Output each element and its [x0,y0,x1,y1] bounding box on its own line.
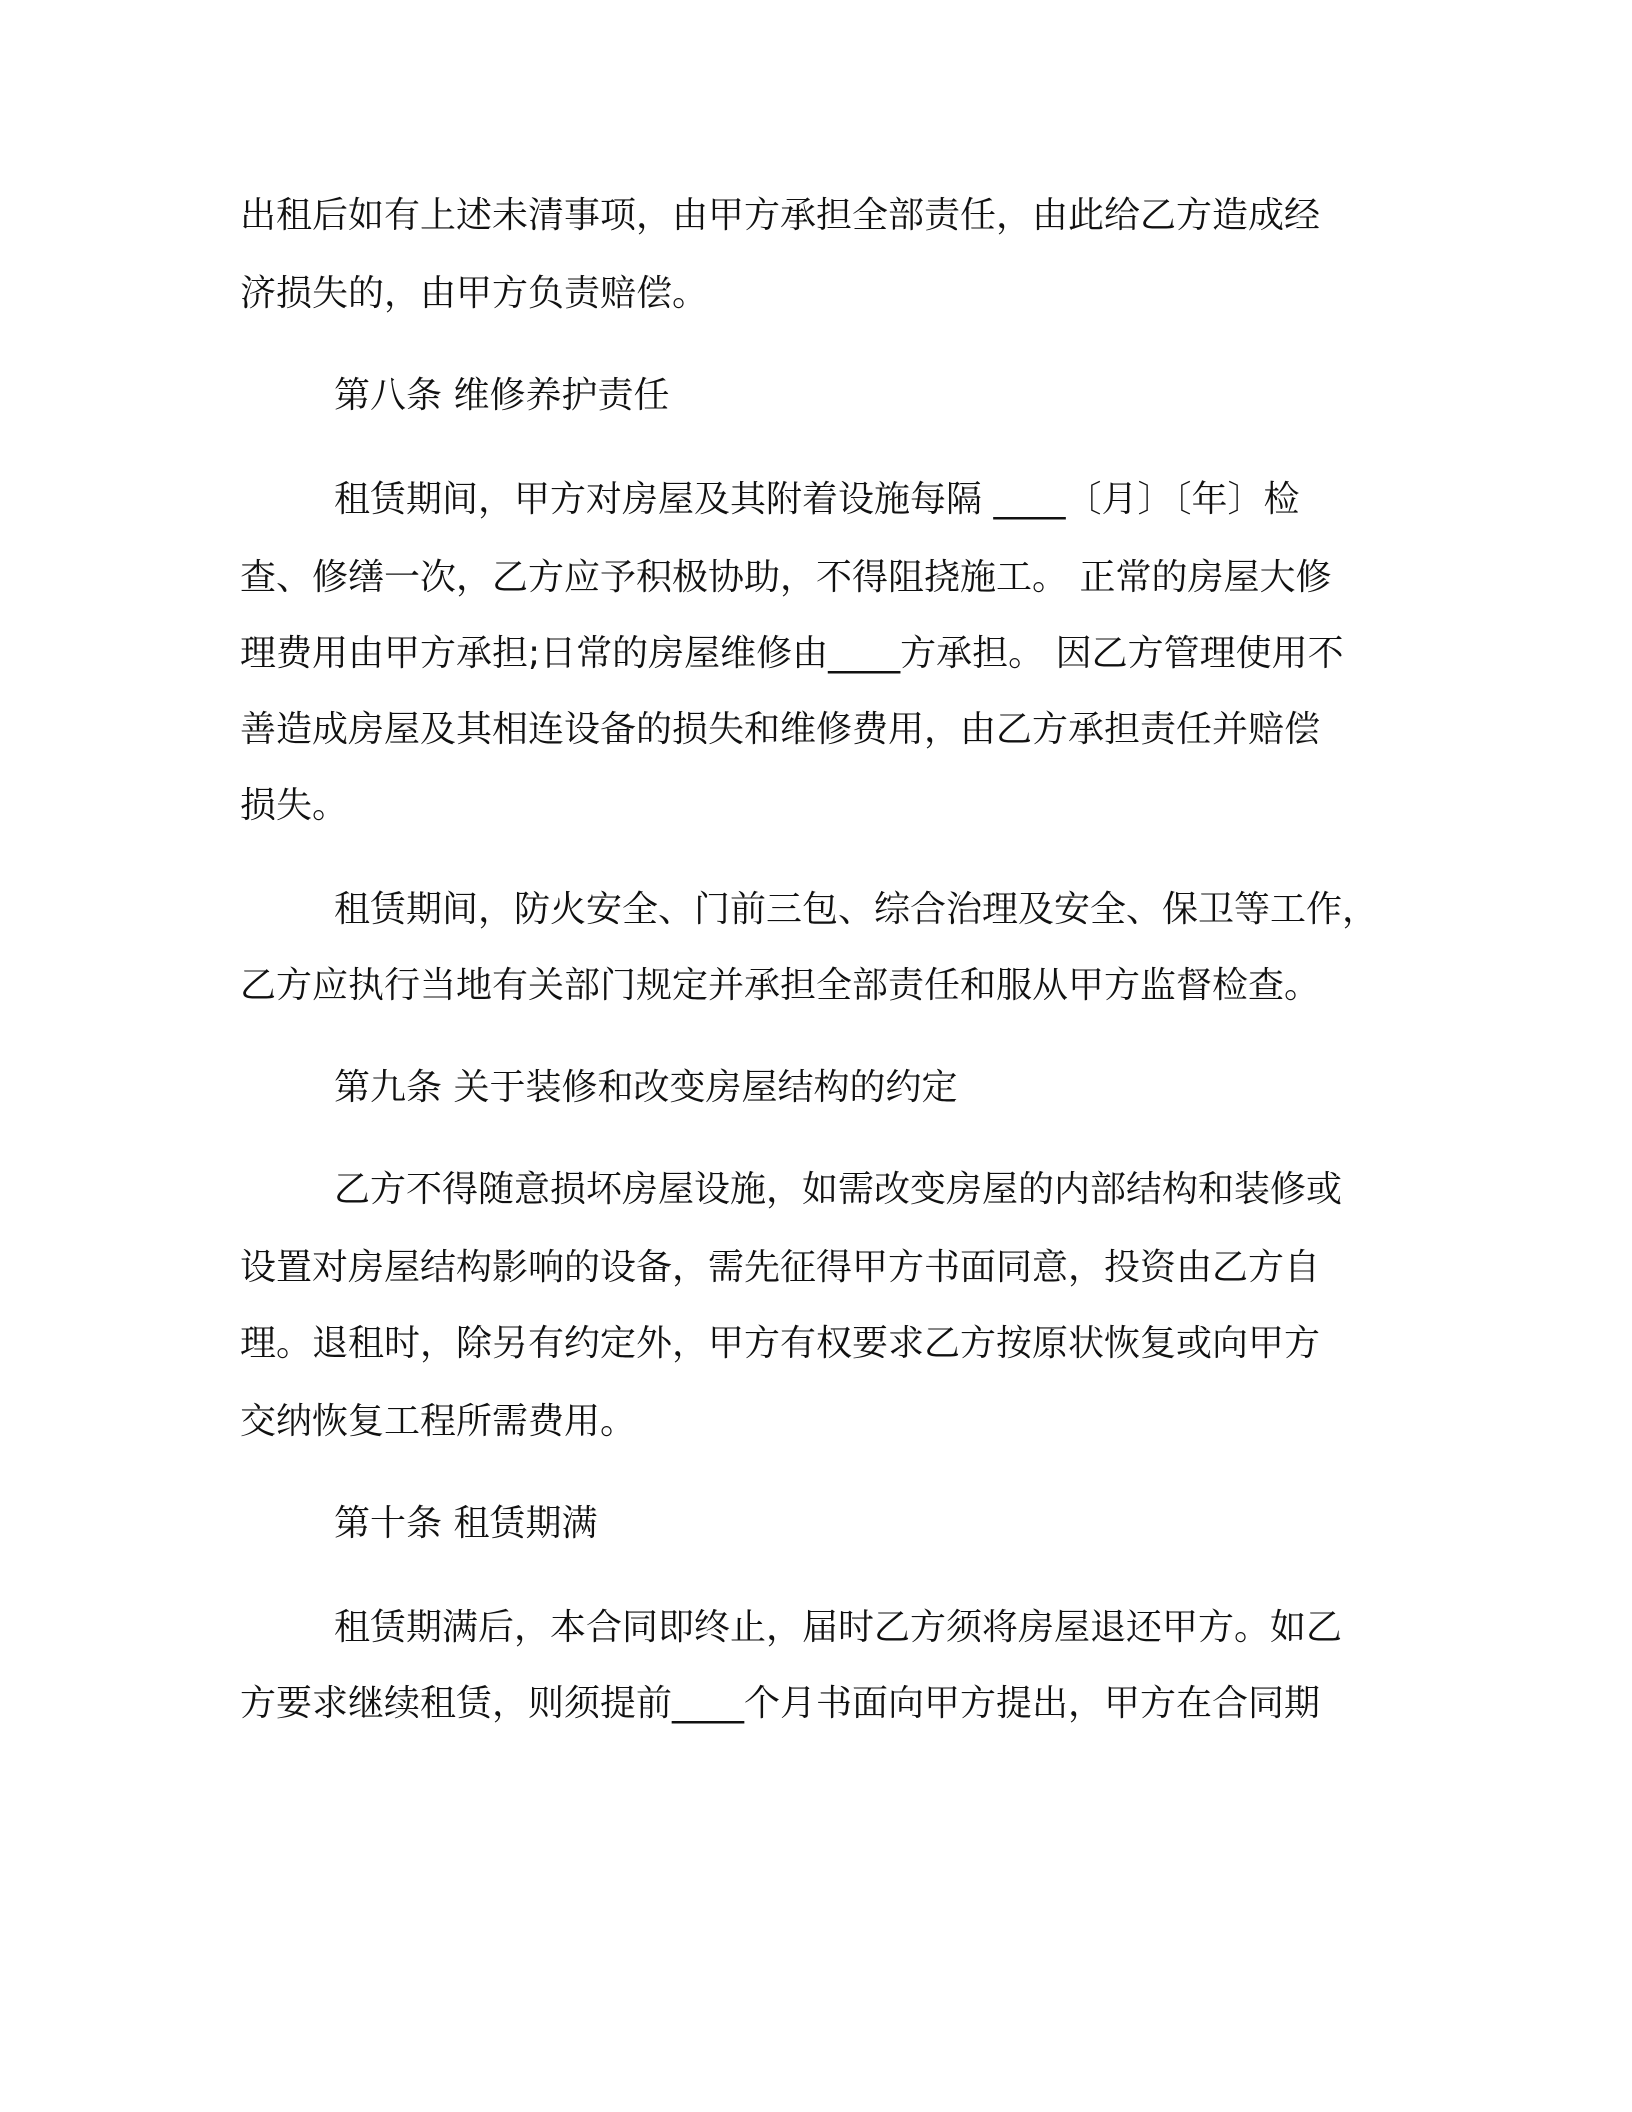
paragraph-line: 理费用由甲方承担;日常的房屋维修由____方承担。 因乙方管理使用不 [240,633,1344,674]
paragraph-line: 查、修缮一次，乙方应予积极协助，不得阻挠施工。 正常的房屋大修 [240,557,1332,598]
paragraph-line: 济损失的，由甲方负责赔偿。 [240,273,709,314]
paragraph-line: 乙方不得随意损坏房屋设施，如需改变房屋的内部结构和装修或 [334,1169,1343,1210]
paragraph-line: 乙方应执行当地有关部门规定并承担全部责任和服从甲方监督检查。 [240,965,1321,1006]
paragraph-line: 租赁期间，防火安全、门前三包、综合治理及安全、保卫等工作， [334,889,1379,930]
paragraph-line: 交纳恢复工程所需费用。 [240,1401,637,1442]
paragraph-line: 理。退租时，除另有约定外，甲方有权要求乙方按原状恢复或向甲方 [240,1323,1321,1364]
paragraph-line: 设置对房屋结构影响的设备，需先征得甲方书面同意，投资由乙方自 [240,1247,1321,1288]
paragraph-line: 租赁期满后，本合同即终止，届时乙方须将房屋退还甲方。如乙 [334,1607,1343,1648]
section-heading: 第十条 租赁期满 [334,1503,598,1544]
section-heading: 第九条 关于装修和改变房屋结构的约定 [334,1067,958,1108]
paragraph-line: 善造成房屋及其相连设备的损失和维修费用，由乙方承担责任并赔偿 [240,709,1321,750]
paragraph-line: 租赁期间，甲方对房屋及其附着设施每隔 ____〔月〕〔年〕检 [334,479,1300,520]
paragraph-line: 损失。 [240,785,349,826]
section-heading: 第八条 维修养护责任 [334,375,670,416]
paragraph-line: 方要求继续租赁，则须提前____个月书面向甲方提出，甲方在合同期 [240,1683,1321,1724]
paragraph-line: 出租后如有上述未清事项，由甲方承担全部责任，由此给乙方造成经 [240,195,1321,236]
